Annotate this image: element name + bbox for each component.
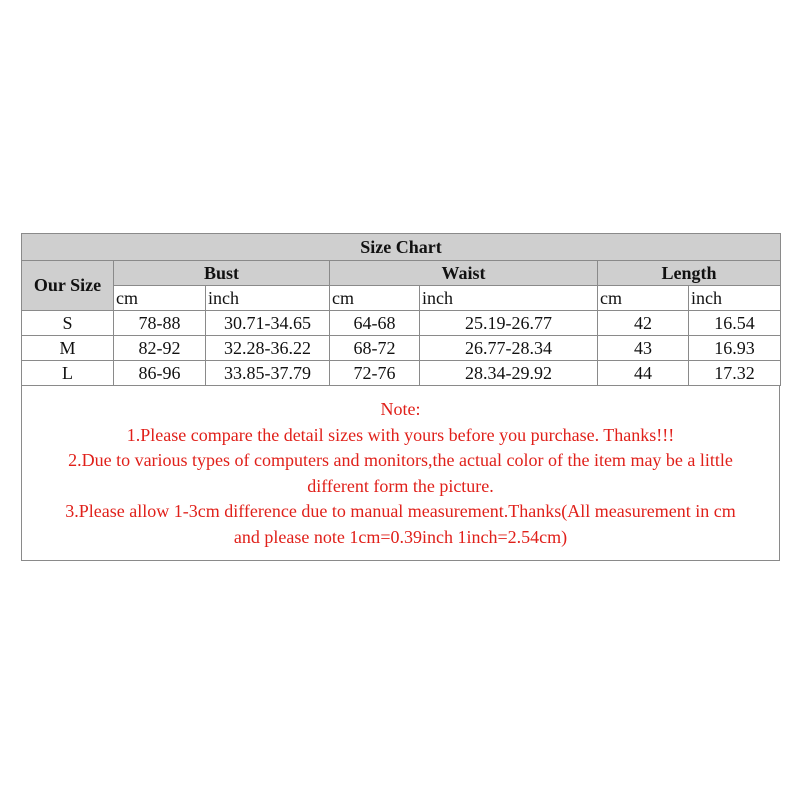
table-row [22,311,781,336]
note-heading: Note: [380,399,421,419]
table-cell: 16.93 [689,336,781,361]
size-chart [21,233,780,561]
table-cell: 64-68 [330,311,420,336]
unit-length-inch: inch [689,286,781,311]
waist-header: Waist [330,261,598,286]
note-line: different form the picture. [307,475,494,496]
table-row [22,336,781,361]
unit-bust-cm: cm [114,286,206,311]
table-cell: 44 [598,361,689,386]
size-cell: S [22,311,114,336]
table-cell: 86-96 [114,361,206,386]
note-box [21,386,780,561]
bust-header: Bust [114,261,330,286]
note-line: 2.Due to various types of computers and monitors,the actual color of the item may be a little [68,450,733,470]
table-row [22,361,781,386]
table-cell: 30.71-34.65 [206,311,330,336]
unit-waist-cm: cm [330,286,420,311]
our-size-header: Our Size [22,261,114,311]
table-cell: 32.28-36.22 [206,336,330,361]
size-cell: L [22,361,114,386]
table-cell: 28.34-29.92 [420,361,598,386]
unit-length-cm: cm [598,286,689,311]
note-line: 1.Please compare the detail sizes with yours before you purchase. Thanks!!! [126,424,675,445]
size-cell: M [22,336,114,361]
table-cell: 82-92 [114,336,206,361]
table-cell: 26.77-28.34 [420,336,598,361]
note-line: 3.Please allow 1-3cm difference due to manual measurement.Thanks(All measurement in cm [65,501,736,521]
unit-bust-inch: inch [206,286,330,311]
unit-waist-inch: inch [420,286,598,311]
table-cell: 72-76 [330,361,420,386]
chart-title: Size Chart [22,234,781,261]
table-cell: 33.85-37.79 [206,361,330,386]
table-cell: 43 [598,336,689,361]
table-cell: 17.32 [689,361,781,386]
length-header: Length [598,261,781,286]
table-cell: 68-72 [330,336,420,361]
size-chart-table [21,233,781,386]
table-cell: 25.19-26.77 [420,311,598,336]
table-cell: 16.54 [689,311,781,336]
table-cell: 78-88 [114,311,206,336]
note-line: and please note 1cm=0.39inch 1inch=2.54cm) [233,526,568,547]
table-cell: 42 [598,311,689,336]
